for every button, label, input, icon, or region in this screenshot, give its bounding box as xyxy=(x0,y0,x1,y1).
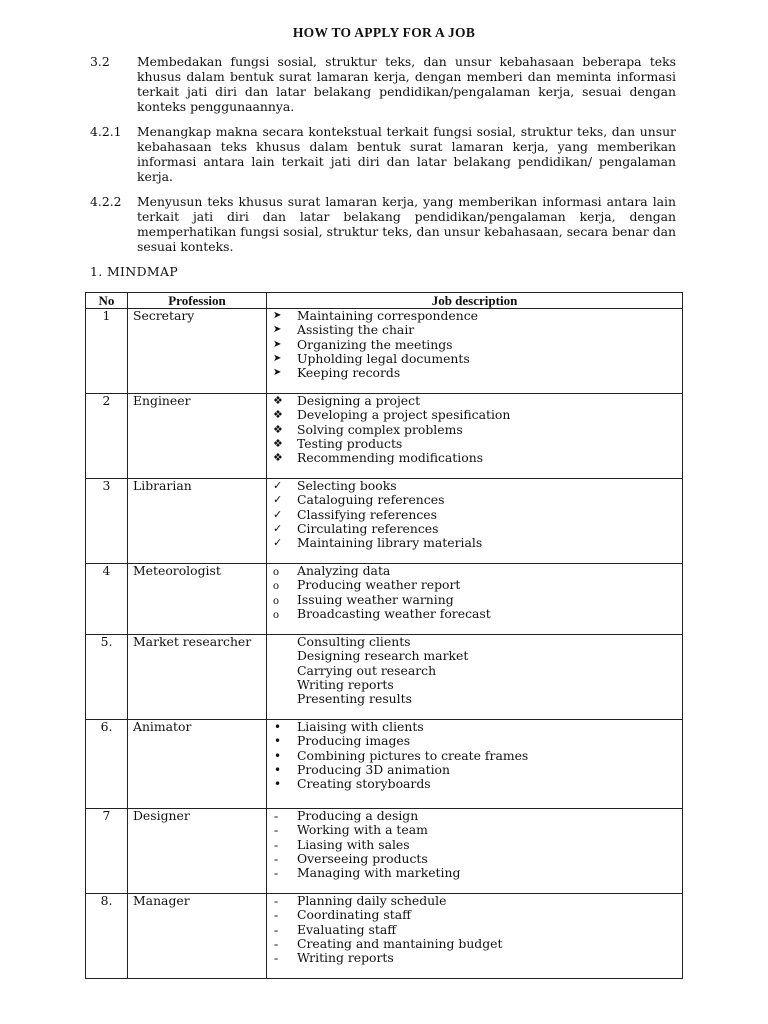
dash-bullet-icon: - xyxy=(274,837,279,852)
job-duty-text: Maintaining correspondence xyxy=(297,308,478,323)
arrow-bullet-icon: ➤ xyxy=(273,338,282,350)
job-duty-list xyxy=(273,720,682,791)
dash-bullet-icon: - xyxy=(274,809,279,823)
dot-bullet-icon: • xyxy=(274,762,282,777)
job-duty-item xyxy=(273,664,682,678)
job-duty-text: Broadcasting weather forecast xyxy=(297,605,491,621)
circle-bullet-icon: o xyxy=(273,564,279,578)
job-duty-item xyxy=(273,908,682,922)
job-duty-text: Organizing the meetings xyxy=(297,336,453,352)
objective-text: Menyusun teks khusus surat lamaran kerja, yang memberikan informasi antara lain terkait jati diri dan latar belakang pendidikan/pengalaman kerja, dengan memperhatikan fungsi sosial, struktur teks, dan unsur kebahasaan, secara benar dan sesuai konteks. xyxy=(137,194,676,254)
objective-number: 4.2.1 xyxy=(90,124,122,139)
dash-bullet-icon: - xyxy=(274,851,279,866)
dot-bullet-icon: • xyxy=(274,720,282,734)
objective-3-2 xyxy=(90,54,676,114)
table-row xyxy=(86,479,683,564)
job-duty-text: Consulting clients xyxy=(297,634,411,649)
table-row xyxy=(86,809,683,894)
dash-bullet-icon: - xyxy=(274,823,279,838)
objective-4-2-2 xyxy=(90,194,676,254)
row-number: 4 xyxy=(86,564,128,635)
job-duty-item xyxy=(273,508,682,522)
profession-cell: Designer xyxy=(128,809,267,894)
job-duty-text: Liasing with sales xyxy=(297,836,410,852)
circle-bullet-icon: o xyxy=(273,592,279,607)
job-description-cell xyxy=(267,309,683,394)
profession-cell: Librarian xyxy=(128,479,267,564)
job-duty-item xyxy=(273,823,682,837)
diamond-bullet-icon: ❖ xyxy=(273,451,283,465)
job-duty-text: Planning daily schedule xyxy=(297,893,447,908)
job-duty-item xyxy=(273,649,682,663)
table-row xyxy=(86,394,683,479)
job-duty-list xyxy=(273,809,682,880)
job-duty-text: Keeping records xyxy=(297,365,401,381)
job-duty-text: Maintaining library materials xyxy=(297,535,483,551)
job-description-cell xyxy=(267,720,683,809)
job-duty-text: Developing a project spesification xyxy=(297,407,511,423)
profession-cell: Secretary xyxy=(128,309,267,394)
job-duty-item xyxy=(273,734,682,748)
row-number: 8. xyxy=(86,894,128,979)
header-profession: Profession xyxy=(128,293,267,309)
document-title: HOW TO APPLY FOR A JOB xyxy=(292,25,476,40)
job-duty-text: Managing with marketing xyxy=(297,865,461,881)
job-duty-item xyxy=(273,838,682,852)
arrow-bullet-icon: ➤ xyxy=(273,352,282,364)
check-bullet-icon: ✓ xyxy=(273,507,283,521)
job-duty-item xyxy=(273,951,682,965)
job-duty-text: Upholding legal documents xyxy=(297,350,470,366)
job-duty-item xyxy=(273,451,682,465)
profession-cell: Manager xyxy=(128,894,267,979)
objective-text: Membedakan fungsi sosial, struktur teks, dan unsur kebahasaan beberapa teks khusus dalam bentuk surat lamaran kerja, dengan memberi dan meminta informasi terkait jati diri dan latar belakang pendidikan/pengalaman kerja, sesuai dengan konteks penggunaannya. xyxy=(137,54,676,114)
job-duty-text: Evaluating staff xyxy=(297,921,397,937)
job-duty-item xyxy=(273,692,682,706)
job-duty-text: Coordinating staff xyxy=(297,907,411,923)
job-duty-text: Analyzing data xyxy=(297,563,391,578)
dot-bullet-icon: • xyxy=(274,734,282,749)
job-duty-item xyxy=(273,937,682,951)
job-duty-text: Producing weather report xyxy=(297,577,461,593)
table-row xyxy=(86,894,683,979)
job-duty-list xyxy=(273,894,682,965)
job-duty-item xyxy=(273,394,682,408)
mindmap-table xyxy=(85,292,683,979)
job-duty-item xyxy=(273,578,682,592)
job-duty-item xyxy=(273,852,682,866)
job-duty-item xyxy=(273,607,682,621)
job-duty-item xyxy=(273,437,682,451)
row-number: 7 xyxy=(86,809,128,894)
job-duty-item xyxy=(273,522,682,536)
job-description-cell xyxy=(267,809,683,894)
diamond-bullet-icon: ❖ xyxy=(273,422,283,436)
job-description-cell xyxy=(267,635,683,720)
job-duty-item xyxy=(273,678,682,692)
job-duty-text: Circulating references xyxy=(297,520,439,536)
job-duty-text: Carrying out research xyxy=(297,662,437,678)
job-description-cell xyxy=(267,479,683,564)
check-bullet-icon: ✓ xyxy=(273,521,283,535)
arrow-bullet-icon: ➤ xyxy=(273,310,282,321)
job-duty-item xyxy=(273,352,682,366)
job-duty-item xyxy=(273,894,682,908)
job-duty-text: Producing 3D animation xyxy=(297,761,450,777)
profession-cell: Meteorologist xyxy=(128,564,267,635)
check-bullet-icon: ✓ xyxy=(273,479,283,492)
job-duty-text: Overseeing products xyxy=(297,850,428,866)
dash-bullet-icon: - xyxy=(274,951,279,966)
job-duty-text: Selecting books xyxy=(297,478,397,493)
job-duty-list xyxy=(273,564,682,621)
circle-bullet-icon: o xyxy=(273,578,279,593)
job-duty-list xyxy=(273,479,682,550)
job-duty-text: Liaising with clients xyxy=(297,719,424,734)
job-description-cell xyxy=(267,894,683,979)
job-duty-item xyxy=(273,720,682,734)
job-duty-text: Working with a team xyxy=(297,822,428,838)
job-duty-item xyxy=(273,809,682,823)
header-job-description: Job description xyxy=(267,293,683,309)
job-duty-text: Classifying references xyxy=(297,506,437,522)
job-duty-text: Producing images xyxy=(297,733,411,749)
table-body xyxy=(86,309,683,979)
row-number: 1 xyxy=(86,309,128,394)
dash-bullet-icon: - xyxy=(274,936,279,951)
table-row xyxy=(86,635,683,720)
circle-bullet-icon: o xyxy=(273,606,279,621)
row-number: 5. xyxy=(86,635,128,720)
job-duty-text: Solving complex problems xyxy=(297,421,463,437)
job-duty-item xyxy=(273,635,682,649)
job-duty-text: Combining pictures to create frames xyxy=(297,747,529,763)
table-row xyxy=(86,564,683,635)
job-duty-text: Designing a project xyxy=(297,393,421,408)
job-duty-item xyxy=(273,338,682,352)
job-duty-item xyxy=(273,366,682,380)
section-title-mindmap: 1. MINDMAP xyxy=(90,264,179,279)
job-duty-text: Assisting the chair xyxy=(297,322,415,338)
objective-text: Menangkap makna secara kontekstual terkait fungsi sosial, struktur teks, dan unsur kebahasaan teks khusus dalam bentuk surat lamaran kerja, yang memberikan informasi antara lain terkait jati diri dan latar belakang pendidikan/ pengalaman kerja. xyxy=(137,124,676,184)
job-duty-list xyxy=(273,635,682,706)
diamond-bullet-icon: ❖ xyxy=(273,436,283,450)
job-duty-text: Testing products xyxy=(297,435,403,451)
profession-cell: Animator xyxy=(128,720,267,809)
table-row xyxy=(86,720,683,809)
objective-number: 4.2.2 xyxy=(90,194,122,209)
arrow-bullet-icon: ➤ xyxy=(273,367,282,379)
job-duty-text: Writing reports xyxy=(297,676,394,692)
job-duty-item xyxy=(273,479,682,493)
objective-4-2-1 xyxy=(90,124,676,184)
job-duty-text: Issuing weather warning xyxy=(297,591,454,607)
table-row xyxy=(86,309,683,394)
diamond-bullet-icon: ❖ xyxy=(273,394,283,407)
job-duty-item xyxy=(273,564,682,578)
job-duty-text: Designing research market xyxy=(297,648,469,664)
diamond-bullet-icon: ❖ xyxy=(273,408,283,422)
job-duty-text: Writing reports xyxy=(297,950,394,966)
check-bullet-icon: ✓ xyxy=(273,493,283,507)
job-duty-text: Producing a design xyxy=(297,808,419,823)
header-no: No xyxy=(86,293,128,309)
job-duty-item xyxy=(273,923,682,937)
row-number: 2 xyxy=(86,394,128,479)
dot-bullet-icon: • xyxy=(274,748,282,763)
objective-number: 3.2 xyxy=(90,54,110,69)
job-duty-item xyxy=(273,593,682,607)
job-duty-item xyxy=(273,777,682,791)
job-duty-list xyxy=(273,394,682,465)
job-duty-item xyxy=(273,309,682,323)
dot-bullet-icon: • xyxy=(274,777,282,792)
dash-bullet-icon: - xyxy=(274,866,279,881)
dash-bullet-icon: - xyxy=(274,922,279,937)
job-duty-text: Presenting results xyxy=(297,691,412,707)
job-duty-item xyxy=(273,423,682,437)
job-duty-text: Recommending modifications xyxy=(297,450,484,466)
row-number: 3 xyxy=(86,479,128,564)
profession-cell: Engineer xyxy=(128,394,267,479)
job-description-cell xyxy=(267,394,683,479)
job-duty-item xyxy=(273,536,682,550)
row-number: 6. xyxy=(86,720,128,809)
job-duty-text: Creating and mantaining budget xyxy=(297,935,503,951)
job-duty-item xyxy=(273,493,682,507)
dash-bullet-icon: - xyxy=(274,908,279,923)
job-duty-item xyxy=(273,408,682,422)
check-bullet-icon: ✓ xyxy=(273,536,283,550)
arrow-bullet-icon: ➤ xyxy=(273,324,282,336)
job-duty-list xyxy=(273,309,682,380)
dash-bullet-icon: - xyxy=(274,894,279,908)
job-duty-text: Cataloguing references xyxy=(297,492,445,508)
table-header-row xyxy=(86,293,683,309)
job-duty-item xyxy=(273,749,682,763)
job-duty-item xyxy=(273,763,682,777)
job-duty-item xyxy=(273,866,682,880)
job-duty-text: Creating storyboards xyxy=(297,776,431,792)
job-duty-item xyxy=(273,323,682,337)
profession-cell: Market researcher xyxy=(128,635,267,720)
job-description-cell xyxy=(267,564,683,635)
